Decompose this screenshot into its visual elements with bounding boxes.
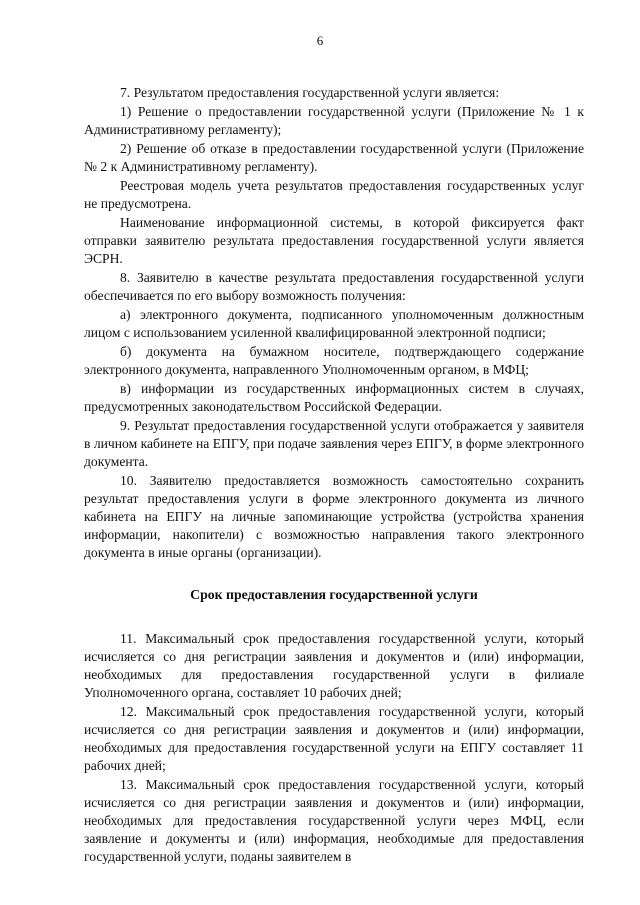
document-body xyxy=(84,84,584,866)
section-heading: Срок предоставления государственной услуги xyxy=(190,587,478,602)
paragraph-8-item-a: а) электронного документа, подписанного уполномоченным должностным лицом с использованием усиленной квалифицированной электронной подписи; xyxy=(84,307,584,340)
paragraph-11: 11. Максимальный срок предоставления государственной услуги, который исчисляется со дня регистрации заявления и документов и (или) информации, необходимых для предоставления государственной услуги в филиале Уполномоченного органа, составляет 10 рабочих дней; xyxy=(84,631,584,700)
paragraph-7-system: Наименование информационной системы, в которой фиксируется факт отправки заявителю результата предоставления государственной услуги является ЭСРН. xyxy=(84,215,584,266)
paragraph-8: 8. Заявителю в качестве результата предоставления государственной услуги обеспечивается по его выбору возможность получения: xyxy=(84,270,584,303)
paragraph-7: 7. Результатом предоставления государственной услуги является: xyxy=(120,85,500,100)
paragraph-13: 13. Максимальный срок предоставления государственной услуги, который исчисляется со дня регистрации заявления и документов и (или) информации, необходимых для предоставления государственной услуги через МФЦ, если заявление и документы и (или) информация, необходимые для предоставления государственной услуги, поданы заявителем в xyxy=(84,777,584,864)
paragraph-9: 9. Результат предоставления государственной услуги отображается у заявителя в личном кабинете на ЕПГУ, при подаче заявления через ЕПГУ, в форме электронного документа. xyxy=(84,418,584,469)
paragraph-7-registry: Реестровая модель учета результатов предоставления государственных услуг не предусмотрена. xyxy=(84,178,584,211)
paragraph-8-item-b: б) документа на бумажном носителе, подтверждающего содержание электронного документа, направленного Уполномоченным органом, в МФЦ; xyxy=(84,344,584,377)
paragraph-12: 12. Максимальный срок предоставления государственной услуги, который исчисляется со дня регистрации заявления и документов и (или) информации, необходимых для предоставления государственной услуги на ЕПГУ составляет 11 рабочих дней; xyxy=(84,704,584,773)
paragraph-7-item-2: 2) Решение об отказе в предоставлении государственной услуги (Приложение № 2 к Административному регламенту). xyxy=(84,141,584,174)
page-number: 6 xyxy=(316,33,324,48)
paragraph-8-item-c: в) информации из государственных информационных систем в случаях, предусмотренных законодательством Российской Федерации. xyxy=(84,381,584,414)
paragraph-7-item-1: 1) Решение о предоставлении государственной услуги (Приложение № 1 к Административному регламенту); xyxy=(84,104,584,137)
paragraph-10: 10. Заявителю предоставляется возможность самостоятельно сохранить результат предоставления услуги в форме электронного документа из личного кабинета на ЕПГУ на личные запоминающие устройства (устройства хранения информации, накопители) с возможностью направления такого электронного документа в иные органы (организации). xyxy=(84,473,584,560)
